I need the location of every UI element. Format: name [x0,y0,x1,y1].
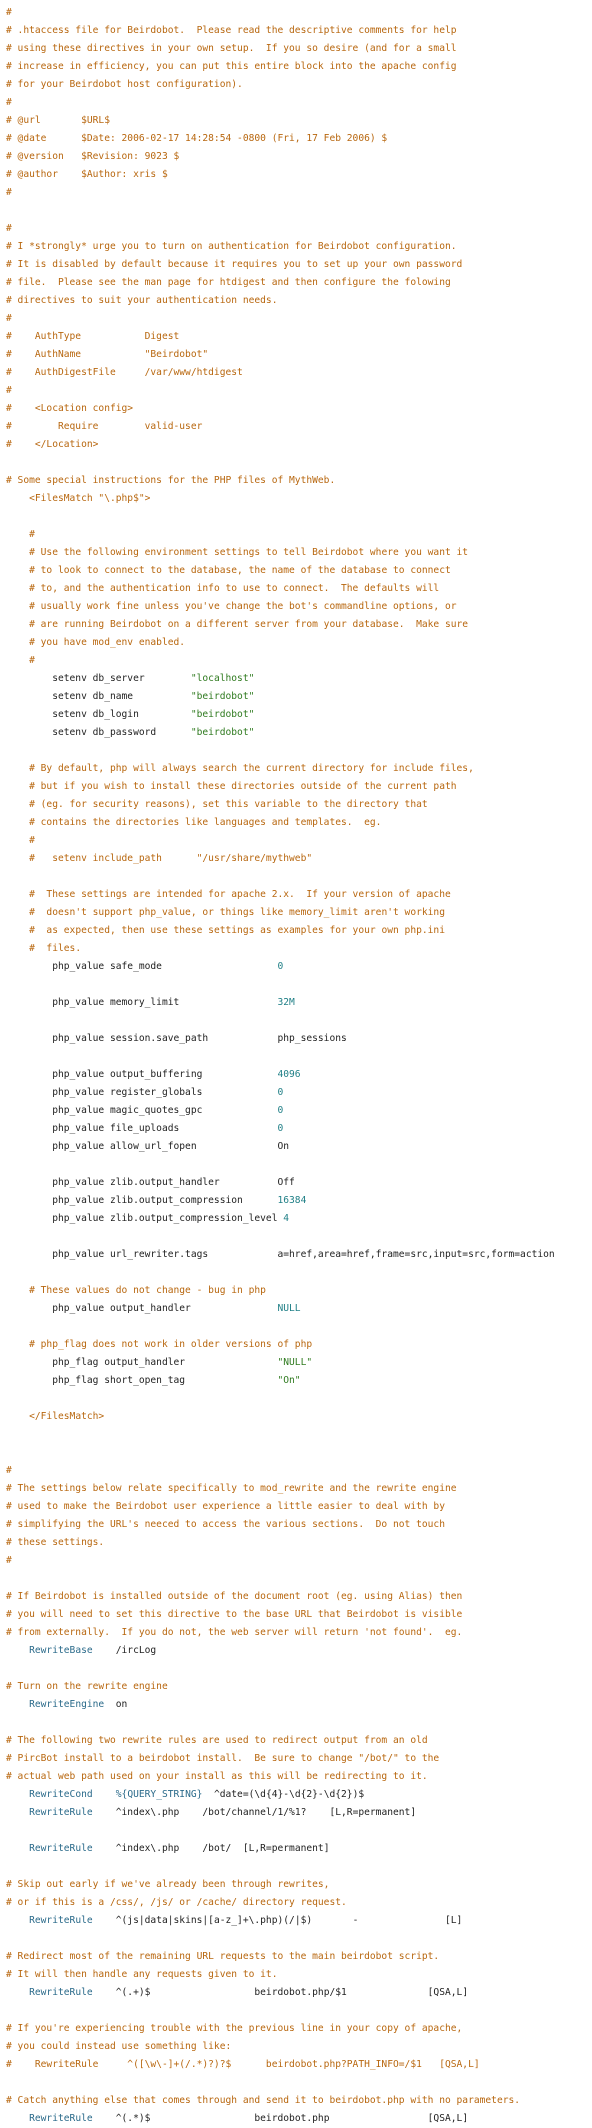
code-comment: # setenv include_path "/usr/share/mythweb" [29,853,313,864]
code-line [6,1876,592,1894]
code-line [6,202,592,220]
code-comment: # contains the directories like languages and templates. eg. [29,817,382,828]
code-line [6,1714,592,1732]
code-line [6,184,592,202]
code-comment: # using these directives in your own setup. If you so desire (and for a small [6,43,457,54]
code-string: "beirdobot" [190,691,255,702]
code-text: php_flag output_handler [6,1357,278,1368]
code-line [6,40,592,58]
code-line [6,1084,592,1102]
code-line [6,1678,592,1696]
code-comment: # to, and the authentication info to use to connect. The defaults will [29,583,440,594]
code-directive: RewriteRule [29,1843,93,1854]
code-line [6,1102,592,1120]
code-comment: # (eg. for security reasons), set this variable to the directory that [29,799,428,810]
code-comment: # If Beirdobot is installed outside of the document root (eg. using Alias) then [6,1591,463,1602]
code-line [6,292,592,310]
code-text: php_value memory_limit [6,997,278,1008]
code-text: php_value output_handler [6,1303,278,1314]
code-text [6,1411,29,1422]
code-directive: RewriteRule [29,1915,93,1926]
code-text [6,853,29,864]
code-comment: # file. Please see the man page for htdigest and then configure the folowing [6,277,451,288]
code-line [6,940,592,958]
code-comment: # [6,97,12,108]
code-line [6,436,592,454]
code-text: php_flag short_open_tag [6,1375,278,1386]
code-line [6,2092,592,2110]
code-directive: RewriteEngine [29,1699,105,1710]
code-line [6,688,592,706]
code-line [6,796,592,814]
code-line [6,2002,592,2020]
code-line [6,76,592,94]
code-comment: # AuthName "Beirdobot" [6,349,209,360]
code-text [6,1699,29,1710]
code-comment: # you have mod_env enabled. [29,637,186,648]
code-line [6,1372,592,1390]
code-comment: # [6,1465,12,1476]
code-text: php_value safe_mode [6,961,278,972]
code-text [6,1285,29,1296]
code-text [6,1645,29,1656]
code-comment: # [6,385,12,396]
code-text: setenv db_server [6,673,191,684]
code-comment: # <Location config> [6,403,134,414]
code-directive: RewriteRule [29,2113,93,2124]
code-line [6,4,592,22]
code-text: php_value register_globals [6,1087,278,1098]
code-line [6,364,592,382]
code-line [6,598,592,616]
code-line [6,382,592,400]
code-comment: # .htaccess file for Beirdobot. Please read the descriptive comments for help [6,25,457,36]
code-text [93,1789,116,1800]
code-comment: # RewriteRule ^([\w\-]+(/.*)?)?$ beirdobot.php?PATH_INFO=/$1 [QSA,L] [6,2059,480,2070]
code-line [6,2074,592,2092]
code-comment: # </Location> [6,439,99,450]
code-line [6,760,592,778]
code-line [6,310,592,328]
code-comment: # AuthDigestFile /var/www/htdigest [6,367,243,378]
code-text [6,1987,29,1998]
code-comment: # AuthType Digest [6,331,180,342]
code-line [6,904,592,922]
code-comment: # directives to suit your authentication needs. [6,295,278,306]
code-comment: # these settings. [6,1537,105,1548]
code-line [6,220,592,238]
code-text: /ircLog [92,1645,157,1656]
code-line [6,1138,592,1156]
code-line [6,454,592,472]
code-comment: # to look to connect to the database, the name of the database to connect [29,565,451,576]
code-comment: # for your Beirdobot host configuration). [6,79,243,90]
code-line [6,346,592,364]
code-line [6,1552,592,1570]
code-line [6,850,592,868]
code-line [6,418,592,436]
code-text [6,889,29,900]
code-line [6,1246,592,1264]
code-line [6,1174,592,1192]
code-line [6,2110,592,2128]
code-line [6,958,592,976]
code-number: 0 [277,1087,284,1098]
code-text: ^index\.php /bot/channel/1/%1? [L,R=permanent] [92,1807,417,1818]
code-tag: <FilesMatch "\.php$"> [29,493,151,504]
code-line [6,1480,592,1498]
code-line [6,2056,592,2074]
code-line [6,1534,592,1552]
code-line [6,1120,592,1138]
code-line [6,1984,592,2002]
code-line [6,832,592,850]
code-line [6,1354,592,1372]
code-comment: # increase in efficiency, you can put this entire block into the apache config [6,61,457,72]
code-line [6,22,592,40]
code-text [6,547,29,558]
code-comment: # @url $URL$ [6,115,110,126]
code-comment: # files. [29,943,82,954]
code-comment: # simplifying the URL's neeced to access the various sections. Do not touch [6,1519,445,1530]
code-line [6,1516,592,1534]
code-comment: # @author $Author: xris $ [6,169,168,180]
code-comment: # doesn't support php_value, or things like memory_limit aren't working [29,907,445,918]
code-text [6,943,29,954]
code-text: php_value zlib.output_compression_level [6,1213,284,1224]
code-text: php_value zlib.output_compression [6,1195,278,1206]
code-line [6,1660,592,1678]
code-line [6,472,592,490]
code-line [6,1390,592,1408]
code-line [6,1318,592,1336]
code-text: php_value session.save_path php_sessions [6,1033,347,1044]
code-number: NULL [277,1303,301,1314]
code-string: "NULL" [277,1357,313,1368]
code-line [6,1012,592,1030]
code-line [6,706,592,724]
code-comment: # [6,7,12,18]
code-text: ^date=(\d{4}-\d{2}-\d{2})$ [202,1789,365,1800]
code-comment: # as expected, then use these settings as examples for your own php.ini [29,925,445,936]
code-line [6,1912,592,1930]
code-line [6,976,592,994]
code-line [6,1408,592,1426]
code-line [6,1894,592,1912]
code-line [6,868,592,886]
code-comment: # I *strongly* urge you to turn on authentication for Beirdobot configuration. [6,241,457,252]
code-comment: # actual web path used on your install as this will be redirecting to it. [6,1771,428,1782]
code-line [6,1750,592,1768]
code-line [6,1336,592,1354]
code-text: php_value output_buffering [6,1069,278,1080]
code-comment: # Catch anything else that comes through and send it to beirdobot.php with no parameters. [6,2095,521,2106]
code-comment: # The following two rewrite rules are used to redirect output from an old [6,1735,428,1746]
code-line [6,508,592,526]
code-text: php_value allow_url_fopen On [6,1141,290,1152]
code-line [6,1786,592,1804]
code-text [6,835,29,846]
code-comment: # are running Beirdobot on a different server from your database. Make sure [29,619,469,630]
code-directive: RewriteRule [29,1807,93,1818]
code-line [6,256,592,274]
code-line [6,1606,592,1624]
code-text [6,601,29,612]
code-tag: </FilesMatch> [29,1411,105,1422]
code-line [6,1822,592,1840]
code-line [6,1966,592,1984]
code-line [6,1624,592,1642]
code-text [6,583,29,594]
code-number: 0 [277,1105,284,1116]
code-text [6,1789,29,1800]
code-text [6,1915,29,1926]
code-text [6,763,29,774]
code-directive: RewriteBase [29,1645,93,1656]
code-comment: # Skip out early if we've already been through rewrites, [6,1879,330,1890]
code-text: php_value url_rewriter.tags a=href,area=href,frame=src,input=src,form=action [6,1249,555,1260]
code-line [6,670,592,688]
code-line [6,1840,592,1858]
code-comment: # [6,313,12,324]
code-comment: # or if this is a /css/, /js/ or /cache/ directory request. [6,1897,347,1908]
code-text [6,493,29,504]
code-comment: # but if you wish to install these directories outside of the current path [29,781,457,792]
code-comment: # used to make the Beirdobot user experience a little easier to deal with by [6,1501,445,1512]
code-number: 4096 [277,1069,301,1080]
code-text [6,1807,29,1818]
code-comment: # [6,1555,12,1566]
code-directive: RewriteCond [29,1789,93,1800]
code-line [6,2038,592,2056]
code-text [6,529,29,540]
code-comment: # you could instead use something like: [6,2041,232,2052]
code-comment: # usually work fine unless you've change the bot's commandline options, or [29,601,457,612]
code-text: php_value magic_quotes_gpc [6,1105,278,1116]
code-comment: # PircBot install to a beirdobot install. Be sure to change "/bot/" to the [6,1753,440,1764]
code-text [6,655,29,666]
code-directive: RewriteRule [29,1987,93,1998]
code-line [6,1228,592,1246]
code-text: setenv db_login [6,709,191,720]
code-text [6,799,29,810]
code-line [6,526,592,544]
code-line [6,634,592,652]
code-text [6,1843,29,1854]
code-text: ^(js|data|skins|[a-z_]+\.php)(/|$) - [L] [92,1915,463,1926]
code-text: on [104,1699,128,1710]
code-comment: # from externally. If you do not, the web server will return 'not found'. eg. [6,1627,463,1638]
code-text [6,565,29,576]
code-comment: # If you're experiencing trouble with the previous line in your copy of apache, [6,2023,463,2034]
code-line [6,1282,592,1300]
code-line [6,1948,592,1966]
code-line [6,1930,592,1948]
code-line [6,1030,592,1048]
code-comment: # It will then handle any requests given to it. [6,1969,278,1980]
code-line [6,1768,592,1786]
code-line [6,1804,592,1822]
code-line [6,814,592,832]
code-text [6,781,29,792]
code-comment: # Require valid-user [6,421,203,432]
code-line [6,1588,592,1606]
code-comment: # @date $Date: 2006-02-17 14:28:54 -0800 (Fri, 17 Feb 2006) $ [6,133,388,144]
code-line [6,58,592,76]
code-line [6,148,592,166]
code-comment: # [6,223,12,234]
code-comment: # It is disabled by default because it requires you to set up your own password [6,259,463,270]
code-number: 0 [277,1123,284,1134]
code-number: 0 [277,961,284,972]
code-line [6,166,592,184]
code-comment: # Use the following environment settings to tell Beirdobot where you want it [29,547,469,558]
code-line [6,1732,592,1750]
code-text [6,907,29,918]
code-line [6,94,592,112]
code-line [6,1642,592,1660]
code-line [6,1570,592,1588]
code-comment: # you will need to set this directive to the base URL that Beirdobot is visible [6,1609,463,1620]
code-line [6,1300,592,1318]
code-comment: # These settings are intended for apache 2.x. If your version of apache [29,889,451,900]
code-text [6,2113,29,2124]
code-text: php_value zlib.output_handler Off [6,1177,295,1188]
code-text [6,925,29,936]
code-comment: # php_flag does not work in older versions of php [29,1339,313,1350]
code-line [6,1192,592,1210]
code-line [6,1858,592,1876]
code-line [6,1048,592,1066]
code-string: "beirdobot" [190,709,255,720]
code-text [6,1339,29,1350]
code-line [6,490,592,508]
code-line [6,1264,592,1282]
code-line [6,400,592,418]
code-comment: # [29,835,35,846]
code-comment: # [29,529,35,540]
code-line [6,994,592,1012]
code-line [6,544,592,562]
code-text: setenv db_password [6,727,191,738]
code-text [6,637,29,648]
code-number: 4 [283,1213,290,1224]
code-text: ^(.+)$ beirdobot.php/$1 [QSA,L] [92,1987,469,1998]
code-line [6,922,592,940]
code-comment: # Some special instructions for the PHP files of MythWeb. [6,475,336,486]
code-number: 16384 [277,1195,307,1206]
code-text: setenv db_name [6,691,191,702]
code-line [6,112,592,130]
code-line [6,2020,592,2038]
code-comment: # [29,655,35,666]
code-line [6,1156,592,1174]
code-line [6,130,592,148]
code-line [6,1444,592,1462]
code-line [6,580,592,598]
code-line [6,886,592,904]
code-string: "localhost" [190,673,255,684]
code-comment: # The settings below relate specifically to mod_rewrite and the rewrite engine [6,1483,457,1494]
code-line [6,1498,592,1516]
code-string: "On" [277,1375,301,1386]
code-comment: # [6,187,12,198]
code-line [6,274,592,292]
code-line [6,652,592,670]
code-line [6,328,592,346]
code-comment: # These values do not change - bug in php [29,1285,266,1296]
code-comment: # Redirect most of the remaining URL requests to the main beirdobot script. [6,1951,440,1962]
code-line [6,742,592,760]
code-line [6,724,592,742]
code-line [6,1462,592,1480]
code-text [6,619,29,630]
code-line [6,1210,592,1228]
code-string: "beirdobot" [190,727,255,738]
code-line [6,1696,592,1714]
code-number: 32M [277,997,295,1008]
code-line [6,562,592,580]
code-text: ^(.*)$ beirdobot.php [QSA,L] [92,2113,469,2124]
code-text: php_value file_uploads [6,1123,278,1134]
code-comment: # By default, php will always search the current directory for include files, [29,763,474,774]
code-comment: # Turn on the rewrite engine [6,1681,168,1692]
code-text [6,817,29,828]
code-line [6,1426,592,1444]
code-directive: %{QUERY_STRING} [115,1789,203,1800]
code-comment: # @version $Revision: 9023 $ [6,151,180,162]
code-line [6,616,592,634]
code-text: ^index\.php /bot/ [L,R=permanent] [92,1843,330,1854]
code-line [6,238,592,256]
code-line [6,778,592,796]
code-line [6,1066,592,1084]
